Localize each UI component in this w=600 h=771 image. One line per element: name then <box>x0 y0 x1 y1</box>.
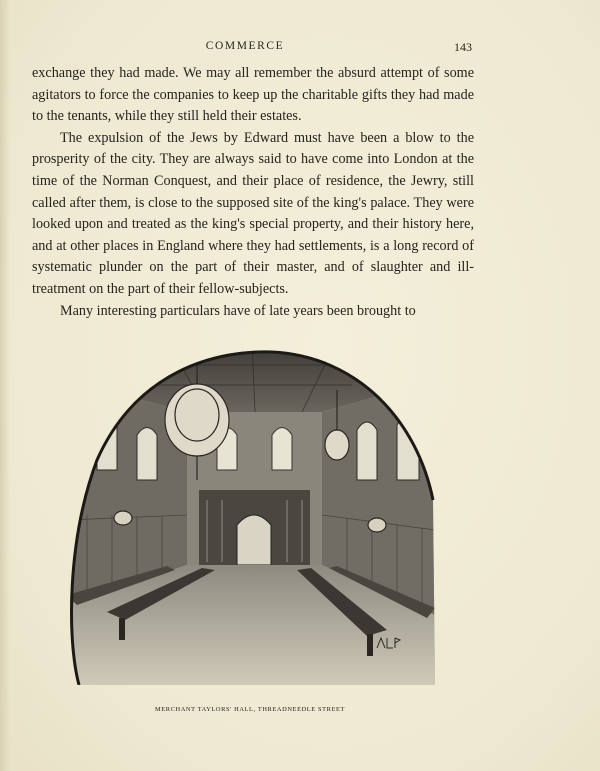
page-gutter-shadow <box>0 0 10 771</box>
body-text <box>32 63 474 322</box>
paragraph-jews-expulsion: The expulsion of the Jews by Edward must have been a blow to the prosperity of the city. They are always said to have come into London at the time of the Norman Conquest, and their place of residence, the Jewry, still called after them, is close to the supposed site of the king's palace. They were looked upon and treated as the king's special property, and their history here, and at other places in England where they had settlements, is a long record of systematic plunder on the part of their master, and of slaughter and ill-treatment on the part of their fellow-subjects. <box>32 129 474 297</box>
paragraph-continuation: exchange they had made. We may all remember the absurd attempt of some agitators to force the companies to keep up the charitable gifts they had made to the tenants, while they still held their estates. <box>32 65 474 125</box>
hall-illustration <box>67 340 435 685</box>
running-head: COMMERCE <box>205 40 285 52</box>
page-number: 143 <box>454 40 472 54</box>
paragraph-particulars: Many interesting particulars have of late years been brought to <box>60 302 416 319</box>
figure-caption: MERCHANT TAYLORS' HALL, THREADNEEDLE STREET <box>154 706 346 713</box>
hall-engraving-svg <box>67 340 435 685</box>
